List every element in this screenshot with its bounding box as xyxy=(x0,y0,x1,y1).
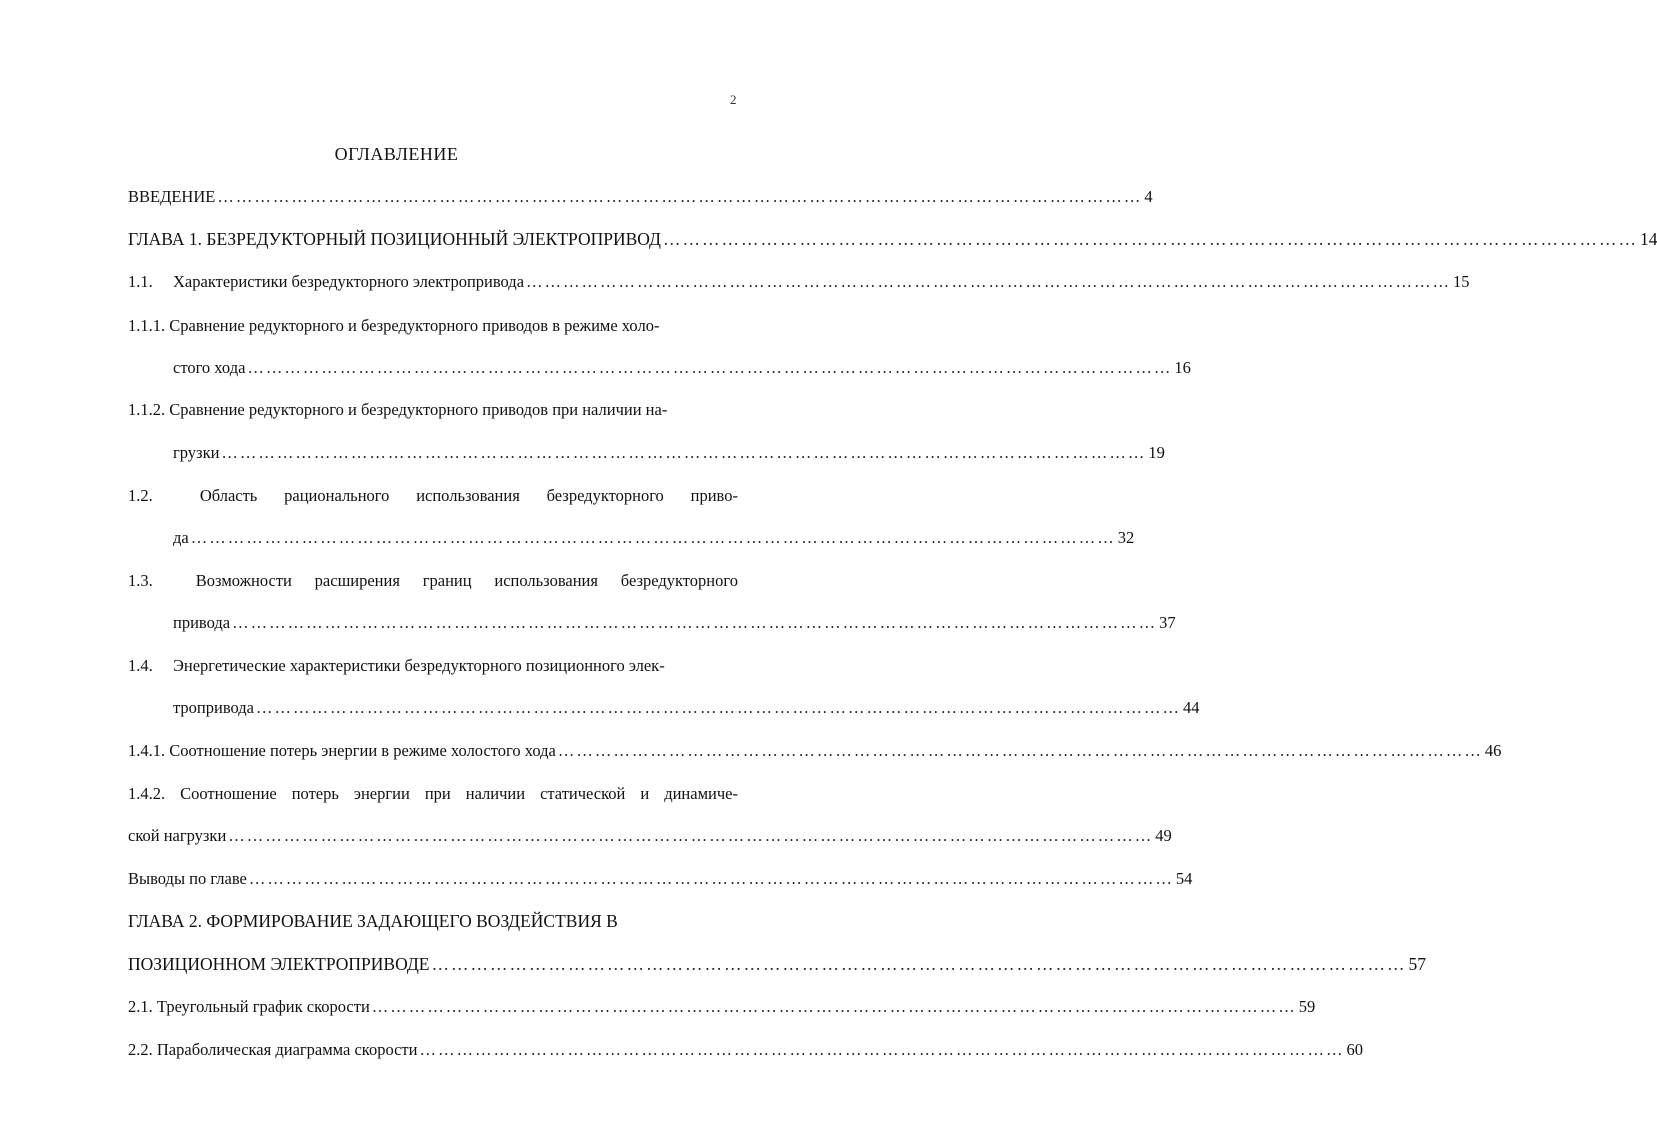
toc-entry-text: стого хода xyxy=(173,358,246,377)
leader-dots: …………………………………………………………………………………………………………………………………… xyxy=(221,443,1147,462)
word: Возможности xyxy=(195,571,292,590)
toc-title: ОГЛАВЛЕНИЕ xyxy=(334,144,459,164)
word: расширения xyxy=(314,571,400,590)
word: безредукторного xyxy=(620,571,738,590)
leader-dots: …………………………………………………………………………………………………………………………………… xyxy=(557,741,1483,760)
toc-entry-page: 60 xyxy=(1346,1040,1363,1059)
toc-entry-text: 1.1.1. Сравнение редукторного и безредукторного приводов в режиме холо- xyxy=(128,316,660,335)
toc-entry-page: 19 xyxy=(1148,443,1165,462)
word: границ xyxy=(422,571,472,590)
toc-entry-text: ВВЕДЕНИЕ xyxy=(128,187,216,206)
toc-entry-page: 15 xyxy=(1453,272,1470,291)
toc-entry-page: 14 xyxy=(1639,229,1657,249)
toc-entry-text: 1.4.1. Соотношение потерь энергии в режиме холостого хода xyxy=(128,741,556,760)
toc-entry-text: ГЛАВА 2. ФОРМИРОВАНИЕ ЗАДАЮЩЕГО ВОЗДЕЙСТВИЯ В xyxy=(128,911,618,931)
toc-entry-1-4-2-line1 xyxy=(128,784,738,804)
word: Соотношение xyxy=(180,784,277,803)
word: и xyxy=(640,784,650,803)
toc-entry-text: ской нагрузки xyxy=(128,826,227,845)
leader-dots: …………………………………………………………………………………………………………………………………… xyxy=(247,358,1173,377)
word: динамиче- xyxy=(664,784,738,803)
toc-entry-text: тропривода xyxy=(173,698,254,717)
leader-dots: …………………………………………………………………………………………………………………………………… xyxy=(217,187,1143,206)
toc-entry-2-2 xyxy=(128,1040,1363,1060)
toc-entry-text: ПОЗИЦИОННОМ ЭЛЕКТРОПРИВОДЕ xyxy=(128,954,430,974)
toc-entry-1-3-line1 xyxy=(128,571,738,591)
word: наличии xyxy=(465,784,526,803)
word: при xyxy=(424,784,451,803)
toc-entry-1-4-2-line2 xyxy=(128,826,1172,846)
leader-dots: …………………………………………………………………………………………………………………………………… xyxy=(190,528,1116,547)
toc-entry-1-3-line2 xyxy=(173,613,1176,633)
leader-dots: …………………………………………………………………………………………………………………………………… xyxy=(248,869,1174,888)
word: использования xyxy=(416,486,520,505)
toc-entry-text: привода xyxy=(173,613,231,632)
section-number: 1.3. xyxy=(128,571,153,590)
leader-dots: …………………………………………………………………………………………………………………………………… xyxy=(526,272,1452,291)
toc-entry-chapter-2-line1 xyxy=(128,911,738,931)
word: потерь xyxy=(291,784,339,803)
leader-dots: …………………………………………………………………………………………………………………………………… xyxy=(256,698,1181,717)
toc-entry-conclusions xyxy=(128,869,1193,889)
toc-entry-page: 44 xyxy=(1183,698,1200,717)
toc-entry-text: 1.1.2. Сравнение редукторного и безредукторного приводов при наличии на- xyxy=(128,400,668,419)
toc-entry-1-4-1 xyxy=(128,741,1502,761)
toc-entry-text: 2.1. Треугольный график скорости xyxy=(128,997,370,1016)
toc-entry-chapter-2-line2 xyxy=(128,954,1426,974)
toc-entry-introduction xyxy=(128,187,1153,207)
word: энергии xyxy=(353,784,410,803)
leader-dots: …………………………………………………………………………………………………………………………………… xyxy=(228,826,1154,845)
leader-dots: …………………………………………………………………………………………………………………………………… xyxy=(419,1040,1345,1059)
toc-entry-1-2-line1 xyxy=(128,486,738,506)
word: Область xyxy=(199,486,258,505)
word: рационального xyxy=(284,486,390,505)
section-title: Характеристики безредукторного электропривода xyxy=(173,272,525,291)
toc-entry-page: 59 xyxy=(1298,997,1316,1016)
toc-entry-page: 32 xyxy=(1117,528,1135,547)
section-number: 1.2. xyxy=(128,486,153,505)
toc-entry-page: 46 xyxy=(1484,741,1502,760)
leader-dots: …………………………………………………………………………………………………………………………………… xyxy=(662,229,1638,249)
toc-entry-1-1-2-line1 xyxy=(128,400,738,420)
toc-entry-1-2-line2 xyxy=(173,528,1135,548)
toc-entry-text: грузки xyxy=(173,443,220,462)
toc-entry-page: 49 xyxy=(1155,826,1172,845)
page-number: 2 xyxy=(730,92,737,107)
word: использования xyxy=(494,571,598,590)
leader-dots: …………………………………………………………………………………………………………………………………… xyxy=(371,997,1297,1016)
toc-entry-text: Выводы по главе xyxy=(128,869,247,888)
leader-dots: …………………………………………………………………………………………………………………………………… xyxy=(232,613,1158,632)
section-number: 1.1. xyxy=(128,272,153,291)
toc-entry-1-1-1-line2 xyxy=(173,358,1191,378)
toc-entry-page: 37 xyxy=(1159,613,1176,632)
toc-entry-2-1 xyxy=(128,997,1316,1017)
toc-entry-1-4-line2 xyxy=(173,698,1200,718)
toc-entry-1-1-2-line2 xyxy=(173,443,1165,463)
word: 1.4.2. xyxy=(128,784,166,803)
word: статической xyxy=(540,784,626,803)
word: приво- xyxy=(690,486,738,505)
toc-entry-page: 4 xyxy=(1144,187,1153,206)
toc-entry-page: 57 xyxy=(1408,954,1426,974)
word: безредукторного xyxy=(546,486,664,505)
toc-entry-text: ГЛАВА 1. БЕЗРЕДУКТОРНЫЙ ПОЗИЦИОННЫЙ ЭЛЕКТРОПРИВОД xyxy=(128,229,661,249)
section-title: Энергетические характеристики безредукторного позиционного элек- xyxy=(173,656,665,675)
leader-dots: …………………………………………………………………………………………………………………………………… xyxy=(431,954,1407,974)
toc-entry-1-4-line1 xyxy=(128,656,738,676)
toc-entry-1-1-1-line1 xyxy=(128,316,738,336)
section-number: 1.4. xyxy=(128,656,153,675)
toc-entry-chapter-1 xyxy=(128,229,1657,249)
toc-entry-text xyxy=(128,272,524,292)
toc-entry-text: да xyxy=(173,528,189,547)
toc-entry-page: 16 xyxy=(1174,358,1191,377)
toc-entry-1-1 xyxy=(128,272,1470,292)
toc-entry-text: 2.2. Параболическая диаграмма скорости xyxy=(128,1040,418,1059)
toc-entry-page: 54 xyxy=(1175,869,1193,888)
